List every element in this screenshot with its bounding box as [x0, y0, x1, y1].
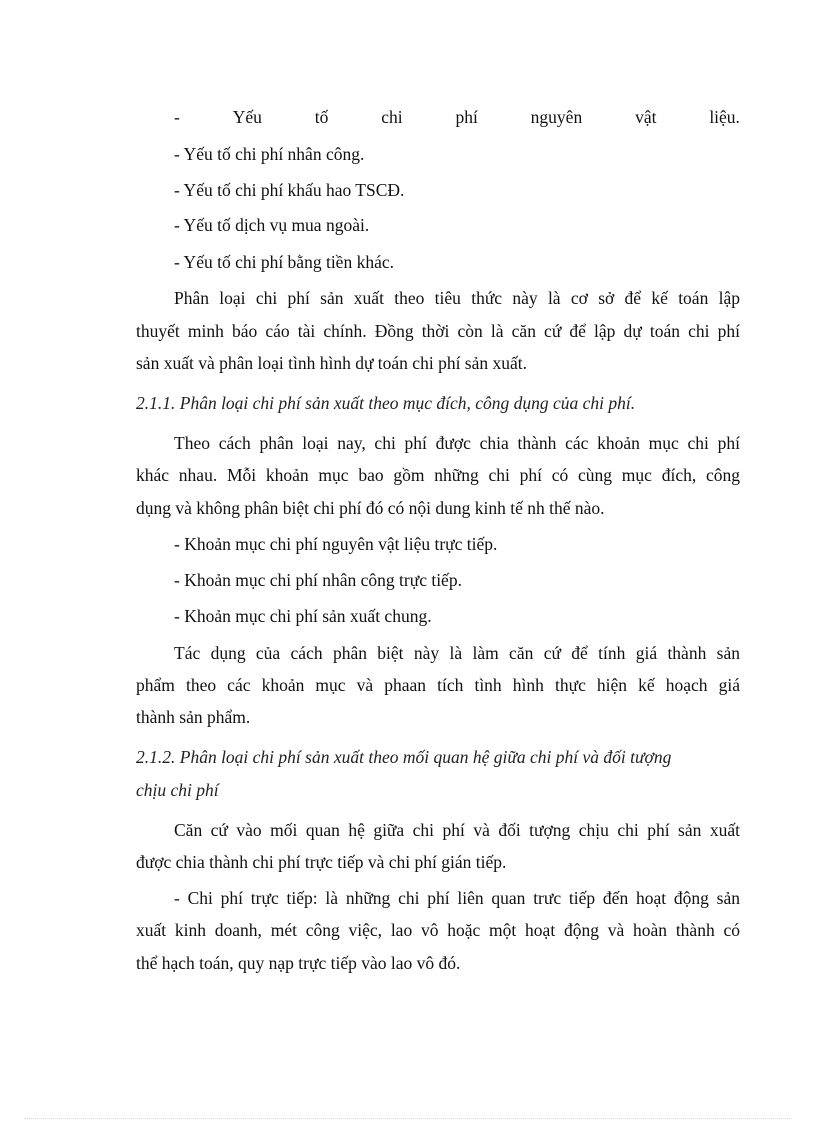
paragraph-line: Tác dụng của cách phân biệt này là làm căn cứ để tính giá thành sản: [174, 643, 740, 663]
paragraph-line: được chia thành chi phí trực tiếp và chi phí gián tiếp.: [136, 852, 507, 872]
cost-item: - Khoản mục chi phí nguyên vật liệu trực tiếp.: [174, 534, 498, 554]
paragraph-line: sản xuất và phân loại tình hình dự toán chi phí sản xuất.: [136, 353, 528, 373]
word: Yếu: [232, 107, 262, 127]
page-bottom-divider: [24, 1118, 792, 1119]
cost-item: - Khoản mục chi phí nhân công trực tiếp.: [174, 570, 462, 590]
paragraph-line: phẩm theo các khoản mục và phaan tích tình hình thực hiện kế hoạch giá: [136, 675, 740, 695]
paragraph-line: xuất kinh doanh, mét công việc, lao vô hoặc một hoạt động và hoàn thành có: [136, 920, 740, 940]
word: nguyên: [530, 107, 583, 127]
cost-element-item: - Yếu tố chi phí khấu hao TSCĐ.: [174, 180, 405, 200]
cost-element-item: - Yếu tố chi phí bằng tiền khác.: [174, 252, 394, 272]
word: tố: [314, 107, 329, 127]
paragraph-line: thuyết minh báo cáo tài chính. Đồng thời còn là căn cứ để lập dự toán chi phí: [136, 321, 740, 341]
word: vật: [635, 107, 657, 127]
word: chi: [381, 107, 403, 127]
cost-element-item: - Yếu tố dịch vụ mua ngoài.: [174, 215, 370, 235]
word: liệu.: [709, 107, 740, 127]
section-heading-2-1-2-cont: chịu chi phí: [136, 780, 219, 800]
word: phí: [455, 107, 478, 127]
cost-item: - Khoản mục chi phí sản xuất chung.: [174, 606, 432, 626]
section-heading-2-1-1: 2.1.1. Phân loại chi phí sản xuất theo mục đích, công dụng của chi phí.: [136, 393, 636, 413]
word: -: [174, 107, 180, 127]
paragraph-line: dụng và không phân biệt chi phí đó có nội dung kinh tế nh thế nào.: [136, 498, 605, 518]
section-heading-2-1-2: 2.1.2. Phân loại chi phí sản xuất theo mối quan hệ giữa chi phí và đối tượng: [136, 747, 672, 767]
paragraph-line: Phân loại chi phí sản xuất theo tiêu thức này là cơ sở để kế toán lập: [174, 288, 740, 308]
paragraph-line: Theo cách phân loại nay, chi phí được chia thành các khoản mục chi phí: [174, 433, 740, 453]
cost-element-material: [174, 106, 740, 128]
paragraph-line: khác nhau. Mỗi khoản mục bao gồm những chi phí có cùng mục đích, công: [136, 465, 740, 485]
paragraph-line: - Chi phí trực tiếp: là những chi phí liên quan trưc tiếp đến hoạt động sản: [174, 888, 740, 908]
paragraph-line: thành sản phẩm.: [136, 707, 251, 727]
cost-element-item: - Yếu tố chi phí nhân công.: [174, 144, 365, 164]
paragraph-line: thể hạch toán, quy nạp trực tiếp vào lao vô đó.: [136, 953, 461, 973]
paragraph-line: Căn cứ vào mối quan hệ giữa chi phí và đối tượng chịu chi phí sản xuất: [174, 820, 740, 840]
